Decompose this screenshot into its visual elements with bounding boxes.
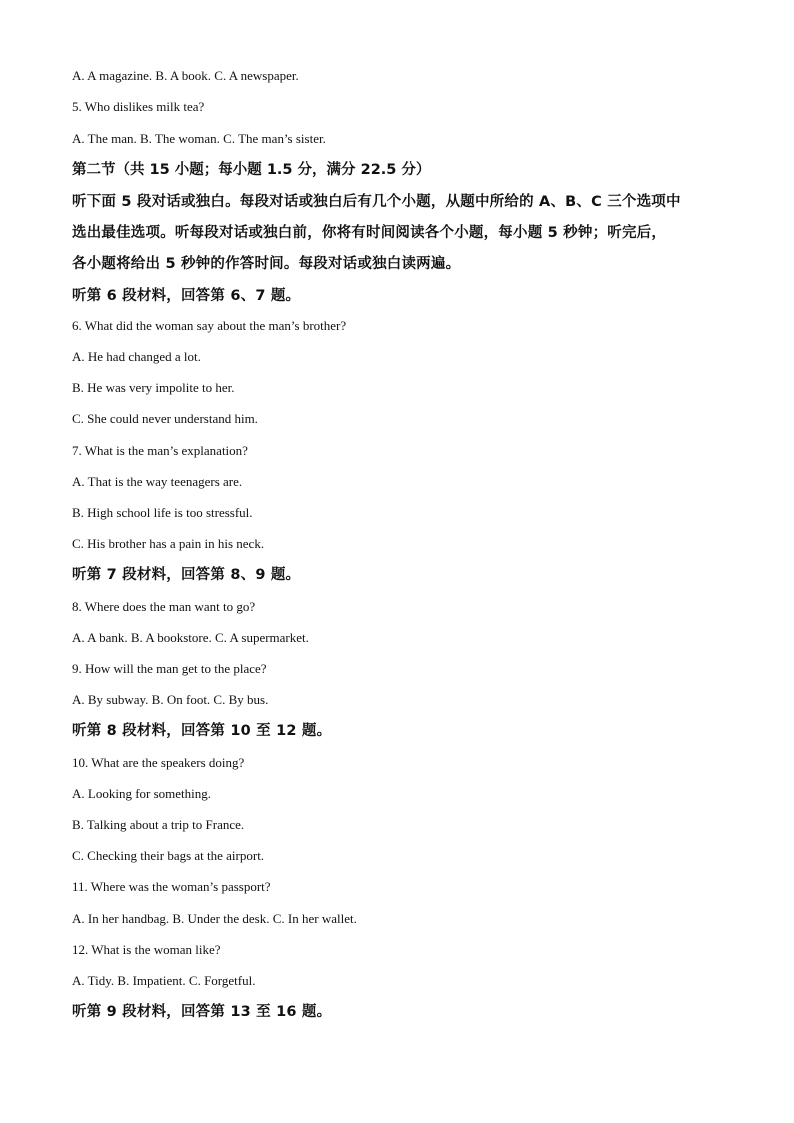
q9-question: 9. How will the man get to the place? xyxy=(72,661,267,676)
q6-question: 6. What did the woman say about the man’s brother? xyxy=(72,318,347,333)
material-8-heading: 听第 8 段材料，回答第 10 至 12 题。 xyxy=(72,723,332,739)
q6-option-c: C. She could never understand him. xyxy=(72,411,258,426)
q5-options: A. The man. B. The woman. C. The man’s sister. xyxy=(72,131,326,146)
q12-question: 12. What is the woman like? xyxy=(72,942,221,957)
q10-option-c: C. Checking their bags at the airport. xyxy=(72,848,265,863)
q5-question: 5. Who dislikes milk tea? xyxy=(72,99,205,114)
instructions-line-1: 听下面 5 段对话或独白。每段对话或独白后有几个小题，从题中所给的 A、B、C 三个选项中 xyxy=(72,194,681,210)
q9-options: A. By subway. B. On foot. C. By bus. xyxy=(72,692,269,707)
q10-question: 10. What are the speakers doing? xyxy=(72,755,245,770)
q7-option-b: B. High school life is too stressful. xyxy=(72,505,253,520)
q11-question: 11. Where was the woman’s passport? xyxy=(72,879,271,894)
instructions-line-2: 选出最佳选项。听每段对话或独白前，你将有时间阅读各个小题，每小题 5 秒钟；听完后， xyxy=(72,225,667,241)
q8-options: A. A bank. B. A bookstore. C. A supermarket. xyxy=(72,630,309,645)
q6-option-a: A. He had changed a lot. xyxy=(72,349,201,364)
q7-option-c: C. His brother has a pain in his neck. xyxy=(72,536,265,551)
q6-option-b: B. He was very impolite to her. xyxy=(72,380,235,395)
q10-option-a: A. Looking for something. xyxy=(72,786,212,801)
q10-option-b: B. Talking about a trip to France. xyxy=(72,817,245,832)
q7-option-a: A. That is the way teenagers are. xyxy=(72,474,243,489)
q12-options: A. Tidy. B. Impatient. C. Forgetful. xyxy=(72,973,256,988)
q7-question: 7. What is the man’s explanation? xyxy=(72,443,248,458)
q11-options: A. In her handbag. B. Under the desk. C. In her wallet. xyxy=(72,911,357,926)
instructions-line-3: 各小题将给出 5 秒钟的作答时间。每段对话或独白读两遍。 xyxy=(72,256,461,272)
section-2-heading: 第二节（共 15 小题；每小题 1.5 分，满分 22.5 分） xyxy=(72,162,431,178)
material-6-heading: 听第 6 段材料，回答第 6、7 题。 xyxy=(72,288,301,304)
material-9-heading: 听第 9 段材料，回答第 13 至 16 题。 xyxy=(72,1004,332,1020)
q4-options: A. A magazine. B. A book. C. A newspaper. xyxy=(72,68,299,83)
material-7-heading: 听第 7 段材料，回答第 8、9 题。 xyxy=(72,567,301,583)
q8-question: 8. Where does the man want to go? xyxy=(72,599,256,614)
